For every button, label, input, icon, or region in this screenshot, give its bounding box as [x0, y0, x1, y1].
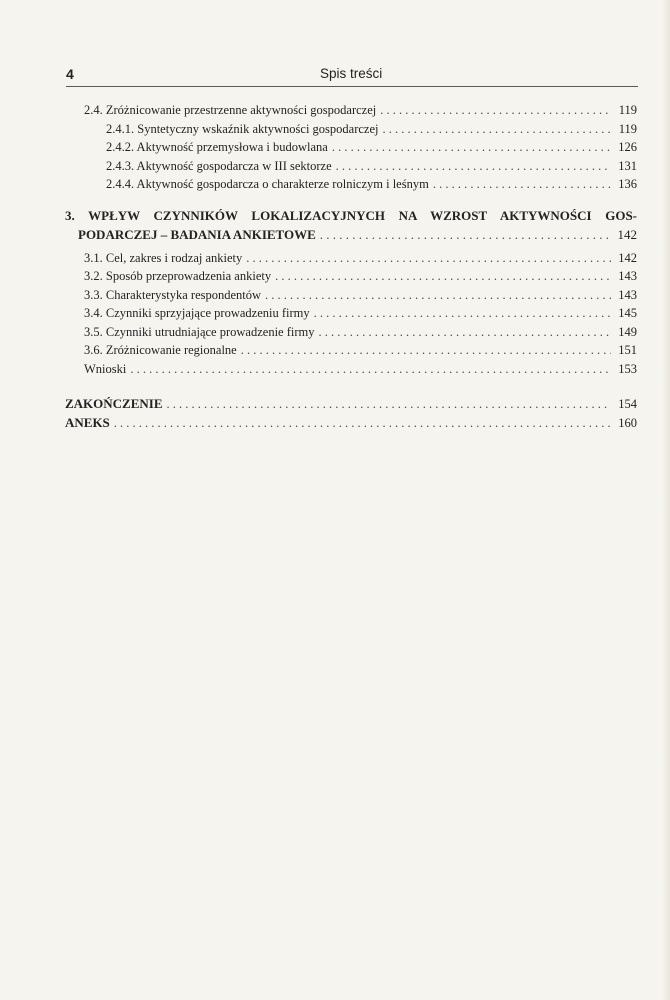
toc-entry-2-4-3	[106, 157, 637, 176]
toc-entry-label: ANEKS	[65, 414, 110, 430]
toc-entry-page: 119	[618, 121, 637, 136]
leader-dots	[246, 249, 611, 268]
toc-entry-label: 2.4.1. Syntetyczny wskaźnik aktywności gospodarczej	[106, 121, 379, 136]
toc-entry-2-4-4	[106, 175, 637, 194]
toc-entry-3-5	[84, 323, 637, 342]
toc-entry-label: 3.3. Charakterystyka respondentów	[84, 287, 262, 302]
toc-entry-page: 160	[618, 415, 637, 430]
leader-dots	[241, 341, 611, 360]
toc-entry-page: 126	[618, 140, 637, 154]
toc-entry-3-1	[84, 249, 637, 268]
toc-entry-label: 2.4.4. Aktywność gospodarcza o charakterze rolniczym i leśnym	[106, 177, 429, 191]
toc-entry-label: 2.4.3. Aktywność gospodarcza w III sektorze	[106, 158, 332, 173]
table-of-contents	[65, 101, 637, 432]
toc-entry-label: 3.5. Czynniki utrudniające prowadzenie firmy	[84, 324, 315, 339]
toc-entry-3-6	[84, 341, 637, 360]
leader-dots	[336, 157, 611, 176]
toc-entry-label: 3.2. Sposób przeprowadzenia ankiety	[84, 269, 272, 283]
toc-entry-wnioski	[84, 360, 637, 379]
final-entries	[65, 395, 637, 432]
toc-entry-3-3	[84, 286, 637, 305]
toc-entry-3-4	[84, 304, 637, 323]
leader-dots	[318, 323, 611, 342]
toc-entry-page: 119	[618, 103, 637, 117]
toc-entry-aneks	[65, 414, 637, 433]
leader-dots	[380, 101, 611, 120]
toc-entry-label: 3.4. Czynniki sprzyjające prowadzeniu firmy	[84, 306, 310, 320]
toc-entry-2-4	[84, 101, 637, 120]
leader-dots	[383, 120, 611, 139]
toc-entry-page: 145	[618, 306, 637, 320]
leader-dots	[320, 225, 611, 244]
toc-entry-page: 143	[618, 287, 637, 302]
leader-dots	[167, 395, 611, 414]
toc-entry-label: ZAKOŃCZENIE	[65, 396, 163, 411]
toc-entry-page: 131	[618, 158, 637, 173]
leader-dots	[114, 414, 611, 433]
leader-dots	[265, 286, 611, 305]
toc-entry-label: 3.1. Cel, zakres i rodzaj ankiety	[84, 250, 243, 265]
toc-entry-2-4-2	[106, 138, 637, 157]
toc-entry-page: 143	[618, 269, 637, 283]
page-number: 4	[66, 66, 74, 82]
leader-dots	[332, 138, 611, 157]
toc-entry-page: 136	[618, 177, 637, 191]
chapter-3-entries	[84, 249, 637, 379]
leader-dots	[275, 267, 611, 286]
toc-entry-page: 153	[618, 361, 637, 376]
leader-dots	[314, 304, 611, 323]
toc-entry-page: 142	[618, 250, 637, 265]
toc-entry-label: 2.4. Zróżnicowanie przestrzenne aktywności gospodarczej	[84, 103, 377, 117]
toc-entry-zakonczenie	[65, 395, 637, 414]
toc-entry-3-2	[84, 267, 637, 286]
page-header	[66, 66, 638, 87]
toc-entry-label: PODARCZEJ – BADANIA ANKIETOWE	[78, 226, 316, 242]
toc-entry-label: 3.6. Zróżnicowanie regionalne	[84, 343, 237, 357]
chapter-3-heading	[65, 206, 637, 244]
toc-entry-page: 151	[618, 343, 637, 357]
chapter-title-line-2	[65, 225, 637, 244]
toc-entry-page: 154	[618, 397, 637, 411]
leader-dots	[433, 175, 611, 194]
toc-entry-label: 2.4.2. Aktywność przemysłowa i budowlana	[106, 140, 328, 154]
toc-entry-2-4-1	[106, 120, 637, 139]
scan-edge	[662, 0, 670, 1000]
running-title: Spis treści	[320, 66, 383, 81]
toc-entry-page: 142	[617, 226, 637, 242]
chapter-title-line-1: 3. WPŁYW CZYNNIKÓW LOKALIZACYJNYCH NA WZROST AKTYWNOŚCI GOS-	[65, 207, 637, 223]
leader-dots	[130, 360, 611, 379]
toc-entry-page: 149	[618, 324, 637, 339]
toc-entry-label: Wnioski	[84, 361, 127, 376]
